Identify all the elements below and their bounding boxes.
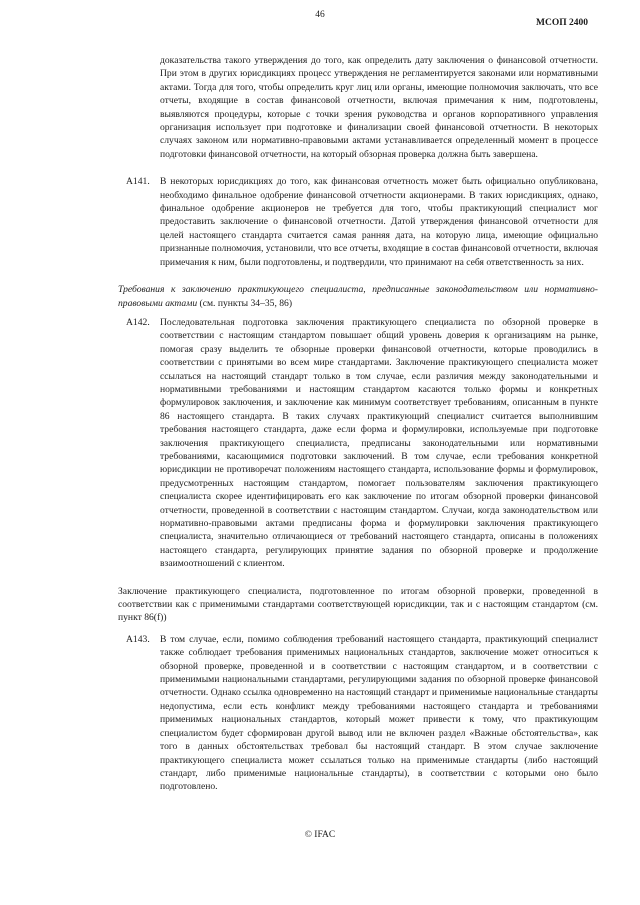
paragraph-a142 — [118, 316, 598, 571]
page-content — [118, 54, 598, 808]
section-heading-title: Требования к заключению практикующего специалиста, предписанные законодательством или нормативно-правовыми актами — [118, 284, 598, 309]
paragraph-text: Последовательная подготовка заключения практикующего специалиста по обзорной проверке в соответствии с настоящим стандартом повышает общий уровень доверия к организациям на рынке, помогая сразу выделить те обзорные проверки финансовой отчетности, которые проводились в соответствии с принятыми во всем мире стандартами. Заключение практикующего специалиста может ссылаться на настоящий стандарт только в том случае, если различия между законодательными и нормативными требованиями и настоящим стандартом касаются только формы и конкретных формулировок заключения, и заключение как минимум соответствует требованиям, описанным в пункте 86 настоящего стандарта. В таких случаях практикующий специалист считается выполнившим требования настоящего стандарта, даже если форма и формулировки, используемые при подготовке заключения практикующего специалиста, предписаны законодательными или нормативными требованиями, касающимися подготовки заключений. В том случае, если требования конкретной юрисдикции не противоречат положениям настоящего стандарта, использование формы и формулировок, предусмотренных настоящим стандартом, помогает пользователям заключения практикующего специалиста скорее идентифицировать его как заключение по итогам обзорной проверки финансовой отчетности, проведенной в соответствии с настоящим стандартом. Случаи, когда законодательством или нормативно-правовыми актами предписаны форма и формулировки заключения практикующего специалиста, значительно отличающиеся от требований настоящего стандарта, описаны в положениях настоящего стандарта, регулирующих принятие задания по обзорной проверке и продолжение взаимоотношений с клиентом. — [160, 316, 598, 570]
paragraph-number: A141. — [126, 176, 150, 188]
paragraph-text: В некоторых юрисдикциях до того, как финансовая отчетность может быть официально опубликована, необходимо финальное одобрение финансовой отчетности акционерами. В таких юрисдикциях, однако, финальное одобрение акционеров не требуется для того, чтобы практикующий специалист мог предоставить заключение о финансовой отчетности. Датой утверждения финансовой отчетности для целей настоящего стандарта считается самая ранняя дата, на которую лица, имеющие официально признанные полномочия, установили, что все отчеты, входящие в состав финансовой отчетности, включая примечания к ним, были подготовлены, и подтвердили, что принимают на себя ответственность за них. — [160, 176, 598, 268]
section-heading — [118, 283, 598, 310]
paragraph-a143 — [118, 633, 598, 794]
paragraph-number: A142. — [126, 316, 150, 328]
section-heading-reference: (см. пункты 34–35, 86) — [197, 297, 293, 309]
paragraph-number: A143. — [126, 633, 150, 645]
document-code: МСОП 2400 — [536, 18, 588, 28]
subsection-heading-paragraph: Заключение практикующего специалиста, подготовленное по итогам обзорной проверки, проведенной в соответствии как с применимыми стандартами соответствующей юрисдикции, так и с настоящим стандартом (см. пункт 86(f)) — [118, 585, 598, 624]
paragraph-a141 — [118, 175, 598, 269]
paragraph-text: В том случае, если, помимо соблюдения требований настоящего стандарта, практикующий специалист также соблюдает требования применимых национальных стандартов, заключение может относиться к обзорной проверке, проведенной и в соответствии с настоящим стандартом, и в соответствии с применимыми национальными стандартами, регулирующими задания по обзорной проверке финансовой отчетности. Однако ссылка одновременно на настоящий стандарт и применимые национальные стандарты недопустима, если есть конфликт между требованиями настоящего стандарта и требованиями применимых национальных стандартов, который может привести к тому, что практикующим специалистом будет сформирован другой вывод или не включен раздел «Важные обстоятельства», как того в данных обстоятельствах требовал бы настоящий стандарт. В этом случае заключение практикующего специалиста может ссылаться только на применимые стандарты (либо настоящий стандарт, либо применимые национальные стандарты), в соответствии с которыми оно было подготовлено. — [160, 633, 598, 793]
footer-copyright: © IFAC — [304, 830, 336, 840]
page-number: 46 — [315, 10, 325, 20]
intro-continuation-paragraph: доказательства такого утверждения до того, как определить дату заключения о финансовой отчетности. При этом в других юрисдикциях процесс утверждения не регламентируется законами или нормативными актами. Тогда для того, чтобы определить круг лиц или органы, имеющие полномочия заключать, что все отчеты, входящие в состав финансовой отчетности, включая примечания к ним, подготовлены, выявляются процедуры, которые с точки зрения руководства и органов корпоративного управления организация использует при подготовке и финализации своей финансовой отчетности. В некоторых случаях законом или нормативно-правовыми актами устанавливается определенный момент в процессе подготовки финансовой отчетности, на который обзорная проверка должна быть завершена. — [160, 55, 598, 160]
